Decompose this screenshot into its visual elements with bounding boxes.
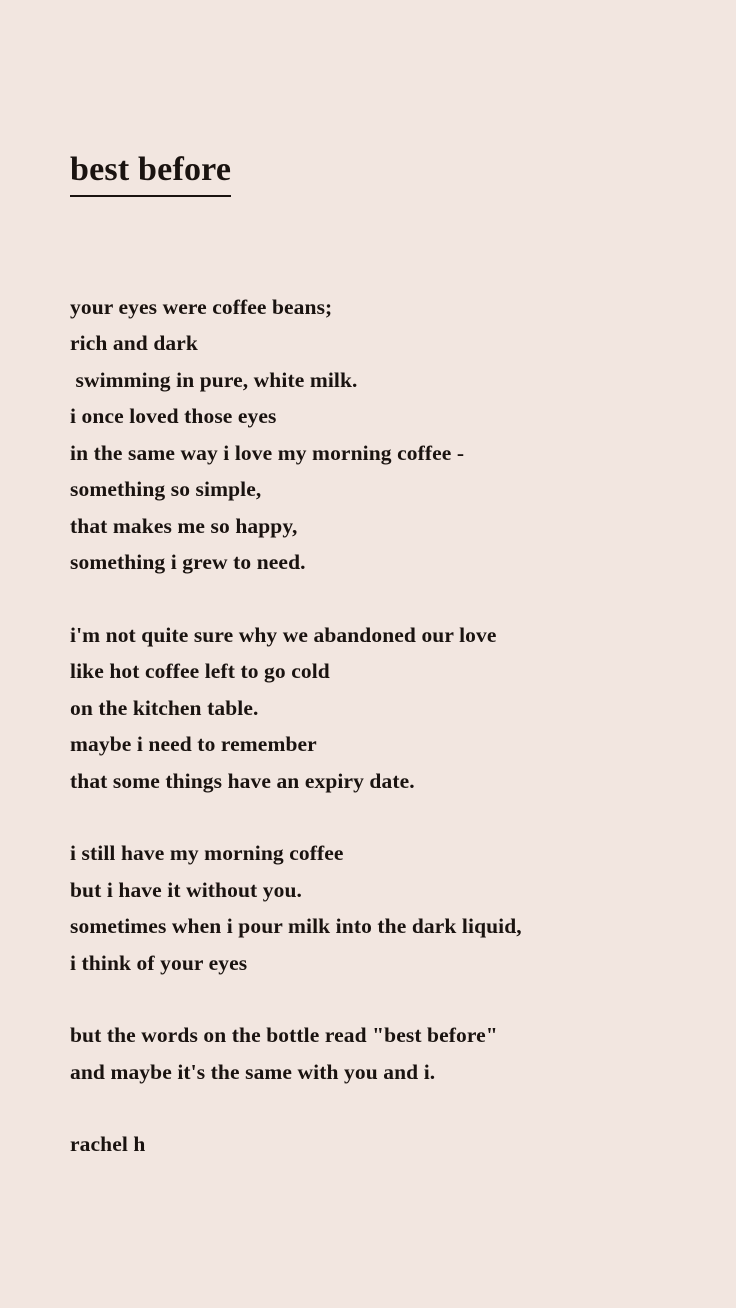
author-signature: rachel h: [70, 1132, 146, 1157]
poem-line: i'm not quite sure why we abandoned our love: [70, 622, 497, 647]
poem-line: on the kitchen table.: [70, 695, 259, 720]
poem-line: i think of your eyes: [70, 950, 248, 975]
poem-line: but the words on the bottle read "best before": [70, 1023, 498, 1048]
poem-line: something so simple,: [70, 477, 262, 502]
poem-body: [70, 289, 666, 1163]
stanza: [70, 617, 666, 800]
stanza: [70, 289, 666, 581]
poem-line: like hot coffee left to go cold: [70, 659, 330, 684]
poem-line: that some things have an expiry date.: [70, 768, 415, 793]
poem-line: something i grew to need.: [70, 550, 306, 575]
poem-line: in the same way i love my morning coffee -: [70, 440, 465, 465]
stanza: [70, 835, 666, 981]
poem-line: i still have my morning coffee: [70, 841, 344, 866]
poem-line: that makes me so happy,: [70, 513, 298, 538]
stanza: [70, 1017, 666, 1090]
poem-line: swimming in pure, white milk.: [70, 367, 358, 392]
poem-line: your eyes were coffee beans;: [70, 294, 333, 319]
poem-line: i once loved those eyes: [70, 404, 277, 429]
poem-line: maybe i need to remember: [70, 732, 317, 757]
poem-line: but i have it without you.: [70, 877, 302, 902]
poem-line: rich and dark: [70, 331, 198, 356]
poem-line: sometimes when i pour milk into the dark liquid,: [70, 914, 522, 939]
poem-line: and maybe it's the same with you and i.: [70, 1059, 436, 1084]
page-title: best before: [70, 150, 231, 197]
